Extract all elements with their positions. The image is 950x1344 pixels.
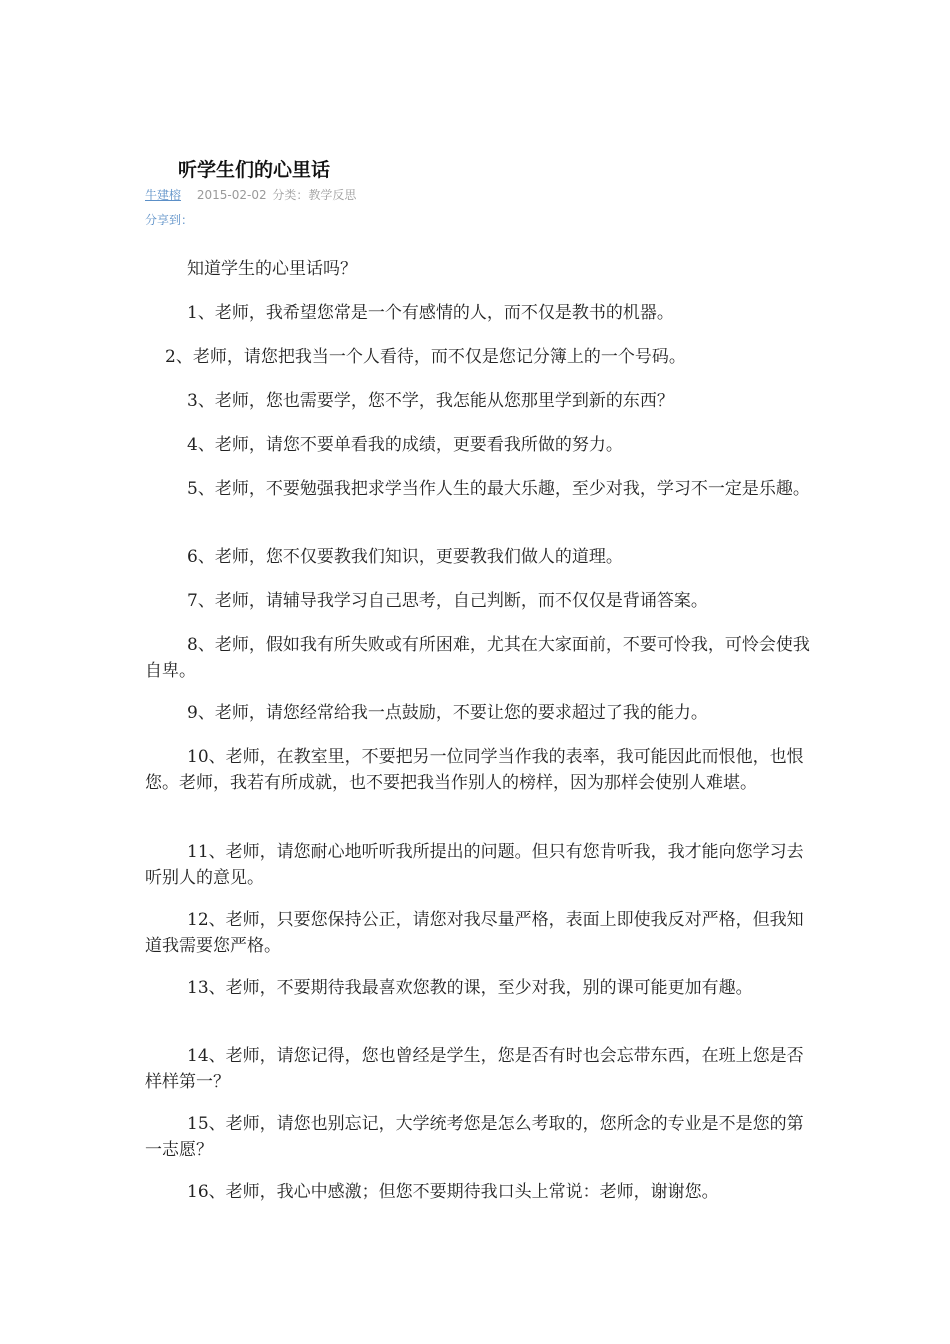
paragraph-12: 12、老师，只要您保持公正，请您对我尽量严格，表面上即使我反对严格，但我知道我需要您严格。 <box>145 910 804 956</box>
paragraph-1: 1、老师，我希望您常是一个有感情的人，而不仅是教书的机器。 <box>187 303 674 323</box>
paragraph-2: 2、老师，请您把我当一个人看待，而不仅是您记分簿上的一个号码。 <box>165 347 686 367</box>
article-title: 听学生们的心里话 <box>178 159 331 181</box>
paragraph-13: 13、老师，不要期待我最喜欢您教的课，至少对我，别的课可能更加有趣。 <box>187 978 753 998</box>
paragraph-7: 7、老师，请辅导我学习自己思考，自己判断，而不仅仅是背诵答案。 <box>187 591 708 611</box>
publish-date: 2015-02-02 <box>196 188 267 202</box>
article-meta <box>145 186 356 203</box>
paragraph-3: 3、老师，您也需要学，您不学，我怎能从您那里学到新的东西？ <box>187 391 674 411</box>
paragraph-14: 14、老师，请您记得，您也曾经是学生，您是否有时也会忘带东西，在班上您是否样样第一？ <box>145 1046 804 1092</box>
paragraph-4: 4、老师，请您不要单看我的成绩，更要看我所做的努力。 <box>187 435 623 455</box>
author-link[interactable]: 牛建榕 <box>145 188 182 202</box>
paragraph-6: 6、老师，您不仅要教我们知识，更要教我们做人的道理。 <box>187 547 623 567</box>
paragraph-9: 9、老师，请您经常给我一点鼓励，不要让您的要求超过了我的能力。 <box>187 703 708 723</box>
category-label[interactable]: 分类：教学反思 <box>272 188 357 202</box>
intro-paragraph: 知道学生的心里话吗？ <box>187 259 357 279</box>
paragraph-10: 10、老师，在教室里，不要把另一位同学当作我的表率，我可能因此而恨他，也恨您。老师，我若有所成就，也不要把我当作别人的榜样，因为那样会使别人难堪。 <box>145 747 804 793</box>
paragraph-8: 8、老师，假如我有所失败或有所困难，尤其在大家面前，不要可怜我，可怜会使我自卑。 <box>145 635 810 681</box>
share-label[interactable]: 分享到： <box>145 213 194 227</box>
paragraph-11: 11、老师，请您耐心地听听我所提出的问题。但只有您肯听我，我才能向您学习去听别人的意见。 <box>145 842 804 888</box>
paragraph-5: 5、老师，不要勉强我把求学当作人生的最大乐趣，至少对我，学习不一定是乐趣。 <box>187 479 810 499</box>
paragraph-16: 16、老师，我心中感激；但您不要期待我口头上常说：老师，谢谢您。 <box>187 1182 719 1202</box>
paragraph-15: 15、老师，请您也别忘记，大学统考您是怎么考取的，您所念的专业是不是您的第一志愿？ <box>145 1114 804 1160</box>
